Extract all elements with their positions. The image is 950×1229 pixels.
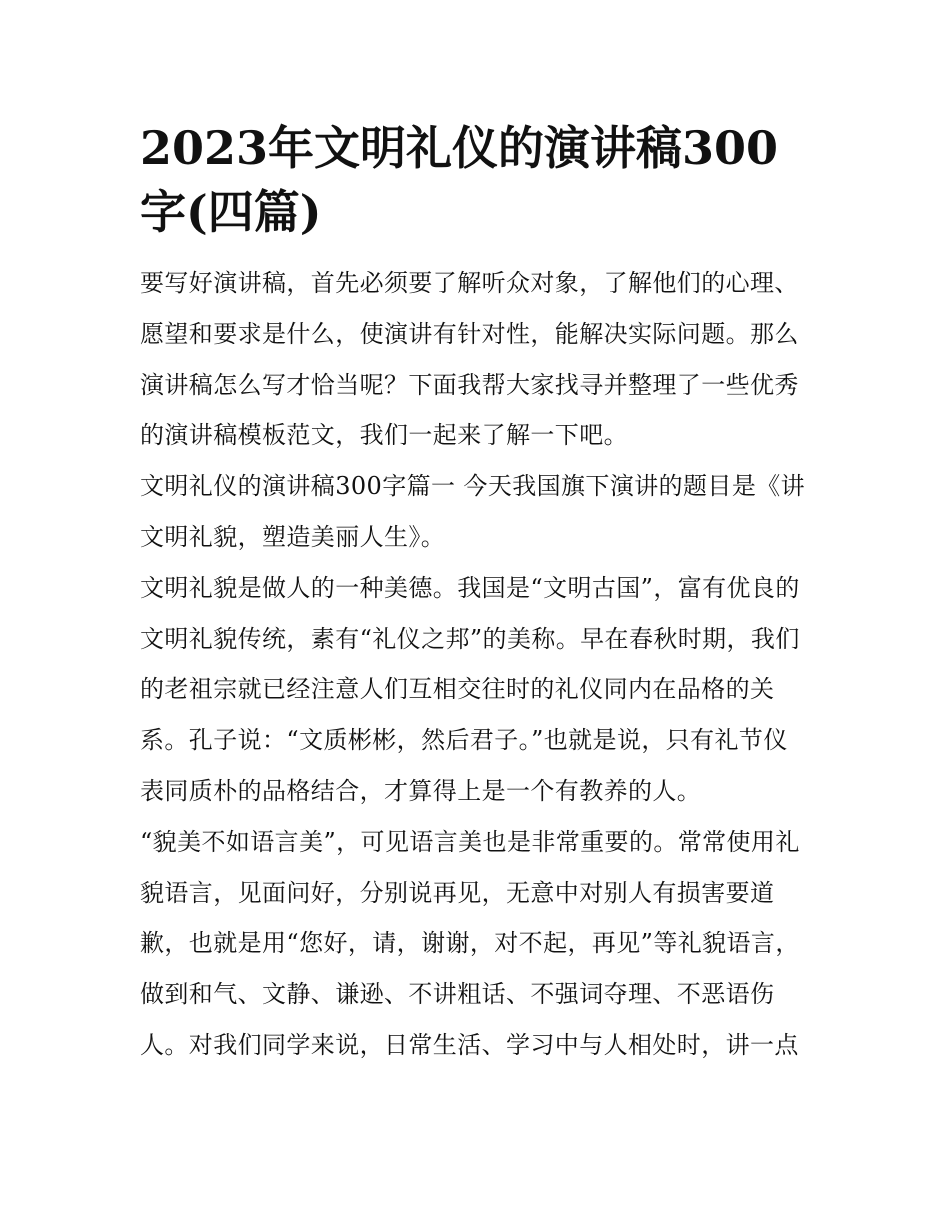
intro-paragraph: 要写好演讲稿，首先必须要了解听众对象，了解他们的心理、愿望和要求是什么，使演讲有针对性，能解决实际问题。那么演讲稿怎么写才恰当呢？下面我帮大家找寻并整理了一些优秀的演讲稿模板范文，我们一起来了解一下吧。 (140, 269, 799, 450)
document-content (140, 116, 812, 1071)
document-body (140, 258, 812, 1071)
polite-language-paragraph: “貌美不如语言美”，可见语言美也是非常重要的。常常使用礼貌语言，见面问好，分别说再见，无意中对别人有损害要道歉，也就是用“您好，请，谢谢，对不起，再见”等礼貌语言，做到和气、文静、谦逊、不讲粗话、不强词夺理、不恶语伤人。对我们同学来说，日常生活、学习中与人相处时，讲一点 (140, 827, 800, 1059)
speech-one-heading-paragraph: 文明礼仪的演讲稿300字篇一 今天我国旗下演讲的题目是《讲文明礼貌，塑造美丽人生》。 (140, 472, 806, 551)
etiquette-virtue-paragraph: 文明礼貌是做人的一种美德。我国是“文明古国”，富有优良的文明礼貌传统，素有“礼仪之邦”的美称。早在春秋时期，我们的老祖宗就已经注意人们互相交往时的礼仪同内在品格的关系。孔子说：“文质彬彬，然后君子。”也就是说，只有礼节仪表同质朴的品格结合，才算得上是一个有教养的人。 (140, 573, 800, 805)
document-title: 2023年文明礼仪的演讲稿300字(四篇) (140, 121, 779, 239)
